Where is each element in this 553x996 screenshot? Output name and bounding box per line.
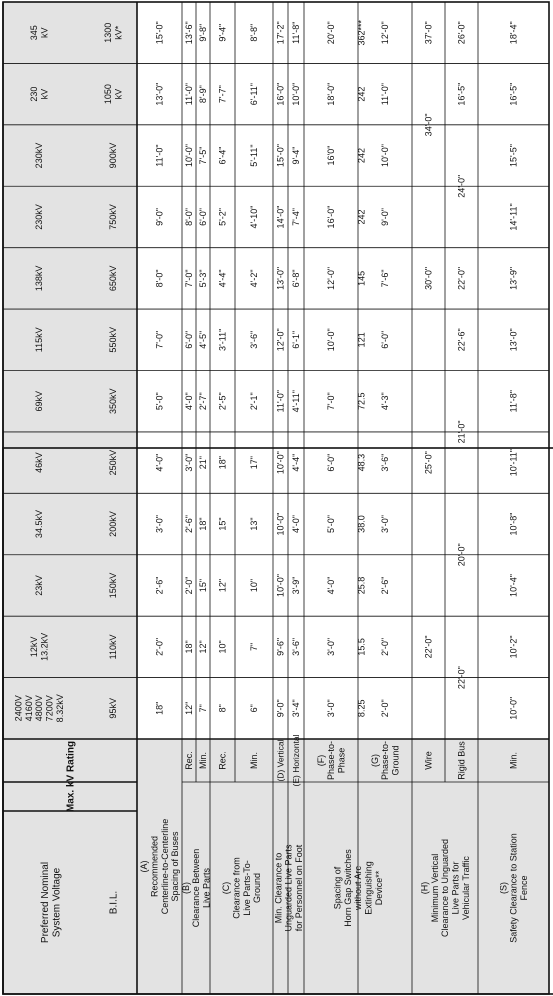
voltage-heading: 230kV (34, 204, 45, 230)
row-b-min-value: 18" (198, 517, 209, 531)
voltage-heading: 23kV (34, 575, 45, 596)
row-g-value: 11'-0" (380, 82, 391, 106)
row-b-rec-label: Rec. (184, 751, 195, 770)
row-d-e-label: Unguarded Live Parts (283, 844, 294, 932)
row-c-rec-value: 8" (217, 704, 228, 713)
row-c-rec-label: Rec. (217, 751, 228, 770)
bil-value: 95kV (108, 698, 119, 719)
row-h-rigid-value: 22'-0" (456, 266, 467, 290)
row-c-min-value: 4'-10" (249, 205, 260, 229)
row-f-value: 4'-0" (326, 576, 337, 595)
row-f-g-label: Device** (373, 870, 384, 906)
row-e-value: 3'-9" (291, 576, 302, 595)
row-s-value: 13'-0" (508, 328, 519, 352)
voltage-heading: kV (39, 88, 50, 100)
row-e-value: 10'-0" (291, 82, 302, 106)
bil-value: kV (113, 88, 124, 100)
row-h-rigid-value: 24'-0" (456, 174, 467, 198)
rotated-table-body (3, 2, 553, 994)
voltage-heading: 4160V (23, 695, 34, 722)
row-h-label: Minimum Vertical (429, 853, 440, 923)
row-g-value: 3'-0" (380, 515, 391, 534)
row-c-min-value: 5'-11" (249, 144, 260, 167)
voltage-heading: 12kV (28, 636, 39, 658)
row-h-wire-label: Wire (423, 751, 434, 770)
row-b-rec-value: 11'-0" (184, 82, 195, 106)
row-h-rigid-value: 22'-0" (456, 666, 467, 690)
row-a-label: (A) (139, 860, 150, 873)
row-d-value: 12'-0" (275, 328, 286, 352)
voltage-heading: 69kV (34, 390, 45, 412)
voltage-heading: 115kV (34, 327, 45, 353)
row-b-label: Clearance Between (191, 848, 202, 928)
voltage-heading: 230kV (34, 142, 45, 169)
row-c-rec-value: 18" (217, 456, 228, 470)
row-c-min-value: 17" (249, 456, 260, 470)
row-f-sublabel: (F) (315, 754, 326, 767)
row-b-rec-value: 4'-0" (184, 392, 195, 411)
row-s-value: 13'-9" (508, 266, 519, 290)
row-c-rec-value: 2'-5" (217, 392, 228, 411)
voltage-heading: 230 (28, 86, 39, 102)
row-a-value: 13'-0" (154, 82, 165, 106)
row-a-value: 3'-0" (154, 515, 165, 534)
row-b-rec-value: 3'-0" (184, 453, 195, 472)
row-d-value: 9'-0" (275, 699, 286, 718)
row-f-value: 5'-0" (326, 515, 337, 534)
voltage-heading: kV (39, 27, 50, 38)
row-s-value: 10'-4" (508, 573, 519, 597)
max-kv-heading: Max. kV Rating (65, 740, 77, 813)
max-kv-value: 242 (356, 148, 367, 164)
row-a-value: 18" (154, 701, 165, 715)
row-b-min-value: 6'-0" (198, 207, 209, 226)
row-e-value: 11'-8" (291, 21, 302, 44)
bil-value: 900kV (108, 142, 119, 169)
row-b-min-value: 21" (198, 456, 209, 470)
row-c-min-value: 4'-2" (249, 269, 260, 288)
row-c-label: Ground (252, 872, 263, 904)
row-g-value: 7'-6" (380, 269, 391, 288)
max-kv-value: 242 (356, 86, 367, 102)
row-h-rigid-value: 20'-0" (456, 543, 467, 567)
row-c-rec-value: 6'-4" (217, 146, 228, 165)
row-h-wire-value: 30'-0" (423, 266, 434, 290)
row-s-label: Safety Clearance to Station (508, 833, 519, 943)
row-b-rec-value: 8'-0" (184, 207, 195, 226)
row-s-value: 16'-5" (508, 82, 519, 106)
row-d-e-label: Min. Clearance to (273, 852, 284, 924)
row-b-rec-value: 6'-0" (184, 330, 195, 349)
voltage-heading: 7200V (44, 695, 55, 722)
row-s-label: (S) (498, 882, 509, 894)
row-c-rec-value: 9'-4" (217, 23, 228, 42)
row-h-rigid-value: 16'-5" (456, 82, 467, 106)
row-s-value: 10'-8" (508, 512, 519, 536)
row-c-rec-value: 10" (217, 640, 228, 654)
max-kv-value: 8.25 (356, 699, 367, 718)
row-b-min-value: 12" (198, 640, 209, 654)
row-b-rec-value: 13'-6" (184, 21, 195, 45)
bil-value: 150kV (108, 572, 119, 599)
voltage-heading: 34.5kV (34, 510, 45, 539)
row-h-rigid-value: 22'-6" (456, 328, 467, 352)
row-g-value: 10'-0" (380, 144, 391, 168)
row-g-value: 2'-0" (380, 699, 391, 718)
row-h-wire-value: 37'-0" (423, 21, 434, 45)
row-c-rec-value: 15" (217, 517, 228, 531)
row-g-value: 3'-6" (380, 453, 391, 472)
row-c-rec-value: 3'-11" (217, 328, 228, 351)
max-kv-value: 38.0 (356, 515, 367, 533)
max-kv-value: 15.5 (356, 638, 367, 656)
row-d-sublabel: (D) Vertical (275, 739, 286, 782)
row-f-g-label: Spacing of (332, 866, 343, 910)
voltage-heading: 46kV (34, 452, 45, 473)
row-d-value: 17'-2" (275, 21, 286, 45)
row-b-min-value: 7'-5" (198, 146, 209, 165)
row-e-value: 6'-1" (291, 330, 302, 349)
row-b-rec-value: 10'-0" (184, 144, 195, 168)
bil-value: 250kV (108, 449, 119, 476)
row-a-value: 2'-6" (154, 576, 165, 595)
row-d-value: 10'-0" (275, 573, 286, 597)
row-a-value: 11'-0" (154, 144, 165, 167)
row-a-value: 15'-0" (154, 21, 165, 45)
max-kv-value: 48.3 (356, 453, 367, 472)
row-c-label: Clearance from (231, 857, 242, 919)
row-b-min-value: 15" (198, 578, 209, 593)
bil-value: 1300 (102, 22, 113, 43)
row-h-label: Clearance to Unguarded (440, 838, 451, 938)
row-a-value: 8'-0" (154, 269, 165, 288)
row-b-rec-value: 18" (184, 640, 195, 654)
row-e-value: 9'-4" (291, 146, 302, 165)
row-d-value: 11'-0" (275, 390, 286, 413)
row-c-label: (C) (221, 881, 232, 895)
row-h-wire-value: 25'-0" (423, 451, 434, 475)
max-kv-value: 121 (356, 332, 367, 348)
row-g-sublabel: Phase-to- (380, 740, 391, 781)
row-b-rec-value: 2'-0" (184, 576, 195, 595)
row-g-sublabel: (G) (369, 754, 380, 767)
row-f-value: 3'-0" (326, 637, 337, 656)
row-s-value: 15'-5" (508, 144, 519, 168)
row-s-value: 11'-8" (508, 390, 519, 413)
row-h-wire-value: 34'-0" (423, 113, 434, 137)
max-kv-value: 145 (356, 270, 367, 286)
row-d-value: 15'-0" (275, 144, 286, 168)
row-s-value: 18'-4" (508, 21, 519, 45)
preferred-nominal-voltage-heading: System Voltage (51, 867, 63, 938)
row-d-value: 14'-0" (275, 205, 286, 229)
row-f-value: 7'-0" (326, 392, 337, 411)
row-a-label: Recommended (149, 835, 160, 898)
max-kv-value: 242 (356, 209, 367, 225)
row-f-g-label: Extinguishing (363, 861, 374, 915)
voltage-heading: 8.32kV (54, 694, 65, 723)
row-g-value: 2'-0" (380, 637, 391, 656)
bil-value: 550kV (108, 327, 119, 353)
bil-value: kV* (113, 25, 124, 40)
voltage-heading: 4800V (34, 695, 45, 722)
voltage-heading: 13.2kV (39, 632, 50, 661)
row-a-value: 2'-0" (154, 637, 165, 656)
row-h-rigid-value: 26'-0" (456, 21, 467, 45)
row-f-value: 12'-0" (326, 266, 337, 290)
row-b-rec-value: 12" (184, 701, 195, 715)
row-h-label: Vehicular Traffic (460, 856, 471, 920)
row-c-rec-value: 4'-4" (217, 269, 228, 288)
row-c-min-value: 3'-6" (249, 330, 260, 349)
row-f-value: 18'-0" (326, 82, 337, 106)
row-f-value: 3'-0" (326, 699, 337, 718)
row-c-min-value: 13" (249, 517, 260, 531)
row-b-rec-value: 2'-6" (184, 515, 195, 534)
row-s-min-label: Min. (508, 751, 519, 770)
preferred-nominal-voltage-heading: Preferred Nominal (39, 861, 51, 944)
max-kv-value: 362*** (356, 19, 367, 46)
row-f-value: 16'-0" (326, 205, 337, 229)
row-h-rigid-label: Rigid Bus (456, 741, 467, 780)
row-a-label: Spacing of Buses (170, 831, 181, 902)
row-f-value: 20'-0" (326, 21, 337, 45)
max-kv-value: 25.8 (356, 576, 367, 595)
row-e-value: 3'-6" (291, 637, 302, 656)
row-g-value: 6'-0" (380, 330, 391, 349)
row-c-min-value: 6" (249, 704, 260, 713)
row-a-label: Centerline-to-Centerline (159, 818, 170, 915)
row-f-value: 6'-0" (326, 453, 337, 472)
row-g-value: 4'-3" (380, 392, 391, 411)
row-f-value: 16'0" (326, 145, 337, 166)
row-e-value: 4'-4" (291, 453, 302, 472)
voltage-heading: 2400V (13, 695, 24, 722)
row-e-value: 4'-0" (291, 515, 302, 534)
row-d-value: 9'-6" (275, 637, 286, 656)
max-kv-value: 72.5 (356, 392, 367, 410)
row-e-value: 3'-4" (291, 699, 302, 718)
row-f-sublabel: Phase-to- (326, 740, 337, 781)
row-f-g-label: Horn Gap Switches (342, 849, 353, 927)
row-b-min-label: Min. (198, 751, 209, 770)
row-s-label: Fence (519, 875, 529, 901)
row-c-min-value: 2'-1" (249, 392, 260, 411)
row-b-min-value: 7" (198, 704, 209, 713)
row-c-rec-value: 7'-7" (217, 85, 228, 104)
row-e-value: 6'-8" (291, 269, 302, 288)
row-c-rec-value: 5'-2" (217, 207, 228, 226)
row-c-label: Live Parts-To- (241, 860, 252, 916)
row-h-label: (H) (419, 881, 430, 895)
bil-heading: B.I.L. (108, 890, 120, 915)
row-g-value: 2'-6" (380, 576, 391, 595)
row-s-value: 10'-0" (508, 696, 519, 720)
row-g-value: 9'-0" (380, 207, 391, 226)
row-d-value: 10'-0" (275, 451, 286, 475)
row-e-value: 4'-11" (291, 390, 302, 413)
bil-value: 650kV (108, 265, 119, 292)
row-c-min-value: 6'-11" (249, 82, 260, 106)
row-c-min-value: 10" (249, 578, 260, 593)
bil-value: 110kV (108, 634, 119, 660)
row-h-wire-value: 22'-0" (423, 635, 434, 659)
row-d-value: 13'-0" (275, 266, 286, 290)
voltage-heading: 138kV (34, 265, 45, 292)
row-h-rigid-value: 21'-0" (456, 420, 467, 444)
row-c-min-value: 7" (249, 642, 260, 651)
row-b-label: (B) (180, 882, 191, 894)
bil-value: 1050 (102, 84, 113, 105)
row-b-min-value: 8'-9" (198, 85, 209, 104)
row-e-value: 7'-4" (291, 207, 302, 226)
row-a-value: 5'-0" (154, 392, 165, 411)
bil-value: 750kV (108, 204, 119, 230)
row-h-label: Live Parts for (450, 861, 461, 915)
row-d-value: 10'-0" (275, 512, 286, 536)
row-d-value: 16'-0" (275, 82, 286, 106)
row-g-sublabel: Ground (390, 745, 401, 776)
row-b-rec-value: 7'-0" (184, 269, 195, 288)
row-c-min-label: Min. (249, 751, 260, 770)
row-s-value: 10'-11" (508, 448, 519, 477)
row-f-sublabel: Phase (336, 747, 347, 774)
voltage-heading: 345 (28, 25, 39, 41)
row-f-value: 10'-0" (326, 328, 337, 352)
row-d-e-label: for Personnel on Foot (294, 844, 304, 932)
row-a-value: 9'-0" (154, 207, 165, 226)
row-b-min-value: 4'-5" (198, 330, 209, 349)
bil-value: 350kV (108, 388, 119, 414)
row-e-sublabel: (E) Horizontal (290, 734, 301, 787)
row-c-rec-value: 12" (217, 578, 228, 593)
row-b-min-value: 5'-3" (198, 269, 209, 288)
row-b-min-value: 9'-8" (198, 23, 209, 42)
row-s-value: 10'-2" (508, 635, 519, 659)
row-c-min-value: 8'-8" (249, 23, 260, 42)
row-s-value: 14'-11" (508, 203, 519, 231)
row-a-value: 7'-0" (154, 330, 165, 349)
row-g-value: 12'-0" (380, 21, 391, 45)
row-a-value: 4'-0" (154, 453, 165, 472)
row-b-label: Live Parts (201, 867, 212, 909)
row-b-min-value: 2'-7" (198, 392, 209, 411)
bil-value: 200kV (108, 511, 119, 537)
row-f-g-label: without Arc (353, 865, 364, 911)
